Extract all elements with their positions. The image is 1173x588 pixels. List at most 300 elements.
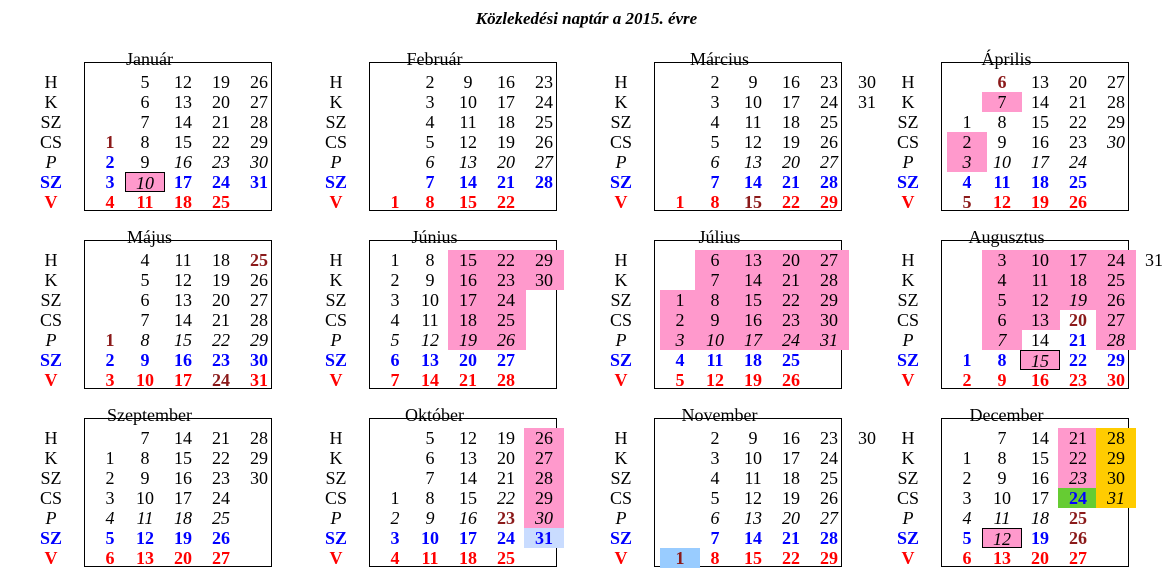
day-label: P	[45, 508, 57, 528]
day-cell: 10	[136, 370, 154, 390]
day-cell: 10	[136, 488, 154, 508]
day-cell: 26	[212, 528, 230, 548]
day-cell: 18	[459, 548, 477, 568]
day-cell: 31	[250, 370, 268, 390]
day-cell: 16	[174, 152, 192, 172]
day-cell: 29	[1107, 112, 1125, 132]
month-name: Június	[411, 227, 458, 247]
day-label: K	[44, 448, 58, 468]
day-label: P	[45, 152, 57, 172]
month-name: Január	[126, 49, 173, 69]
day-cell: 14	[744, 528, 762, 548]
day-cell: 28	[250, 112, 268, 132]
day-cell: 4	[962, 172, 972, 192]
day-cell: 26	[1069, 528, 1087, 548]
day-cell: 25	[820, 468, 838, 488]
day-label: K	[329, 448, 343, 468]
day-cell: 4	[982, 270, 1022, 290]
day-cell: 15	[1031, 112, 1049, 132]
day-cell: 13	[459, 448, 477, 468]
day-cell: 31	[1096, 488, 1136, 508]
day-cell: 30	[1107, 370, 1125, 390]
day-cell: 25	[1069, 172, 1087, 192]
day-cell: 8	[425, 250, 435, 270]
day-cell: 8	[140, 330, 150, 350]
day-label: V	[901, 192, 915, 212]
day-cell: 27	[1069, 548, 1087, 568]
day-cell: 19	[1058, 290, 1098, 310]
day-cell: 28	[809, 270, 849, 290]
day-cell: 30	[524, 508, 564, 528]
day-cell: 9	[140, 350, 150, 370]
day-cell: 2	[390, 508, 400, 528]
day-cell: 14	[459, 172, 477, 192]
month-name: Március	[690, 49, 749, 69]
day-cell: 25	[1096, 270, 1136, 290]
day-cell: 1	[105, 330, 115, 350]
day-cell: 19	[497, 428, 515, 448]
month-panel	[312, 228, 557, 390]
day-cell: 30	[524, 270, 564, 290]
day-label: H	[44, 250, 58, 270]
day-label: SZ	[39, 350, 63, 370]
day-cell: 13	[459, 152, 477, 172]
day-label: SZ	[897, 468, 919, 488]
day-cell: 2	[105, 152, 115, 172]
day-cell: 1	[105, 448, 115, 468]
day-cell: 4	[675, 350, 685, 370]
day-cell: 8	[710, 548, 720, 568]
day-cell: 5	[710, 488, 720, 508]
month-name: Május	[127, 227, 172, 247]
day-cell: 27	[250, 290, 268, 310]
day-cell: 1	[660, 548, 700, 568]
page-title: Közlekedési naptár a 2015. évre	[475, 9, 698, 28]
day-cell: 3	[390, 290, 400, 310]
day-label: P	[45, 330, 57, 350]
month-panel	[312, 406, 557, 568]
day-cell: 6	[390, 350, 400, 370]
day-cell: 26	[1096, 290, 1136, 310]
day-cell: 15	[1031, 448, 1049, 468]
day-cell: 8	[425, 192, 435, 212]
day-cell: 31	[250, 172, 268, 192]
day-label: SZ	[40, 290, 62, 310]
day-cell: 3	[105, 488, 115, 508]
day-cell: 9	[997, 132, 1007, 152]
day-cell: 14	[1031, 428, 1049, 448]
day-cell: 9	[140, 468, 150, 488]
day-label: SZ	[609, 172, 633, 192]
day-cell: 1	[962, 112, 972, 132]
day-cell: 5	[140, 72, 150, 92]
day-cell: 30	[250, 468, 268, 488]
day-cell: 16	[1031, 468, 1049, 488]
day-cell: 13	[174, 92, 192, 112]
day-cell: 29	[524, 488, 564, 508]
day-cell: 19	[212, 270, 230, 290]
day-cell: 18	[497, 112, 515, 132]
day-cell: 27	[250, 92, 268, 112]
day-cell: 22	[771, 290, 811, 310]
day-label: CS	[39, 310, 63, 330]
day-label: K	[901, 92, 915, 112]
day-cell: 3	[982, 250, 1022, 270]
day-cell: 12	[136, 528, 154, 548]
day-cell: 2	[105, 350, 115, 370]
day-label: H	[44, 72, 58, 92]
day-cell: 18	[782, 112, 800, 132]
day-cell: 15	[1020, 350, 1060, 370]
day-label: P	[902, 330, 914, 350]
day-cell: 21	[782, 172, 800, 192]
day-cell: 5	[962, 192, 972, 212]
day-cell: 3	[390, 528, 400, 548]
day-label: H	[614, 250, 628, 270]
day-cell: 14	[1031, 92, 1049, 112]
month-panel	[884, 50, 1129, 212]
month-name: December	[969, 405, 1044, 425]
day-cell: 26	[782, 370, 800, 390]
day-cell: 21	[1069, 92, 1087, 112]
day-cell: 8	[997, 112, 1007, 132]
day-cell: 18	[744, 350, 762, 370]
day-cell: 25	[1069, 508, 1087, 528]
day-cell: 25	[497, 548, 515, 568]
day-cell: 3	[710, 448, 720, 468]
day-cell: 17	[733, 330, 773, 350]
month-name: Szeptember	[107, 405, 192, 425]
day-cell: 25	[782, 350, 800, 370]
day-cell: 6	[425, 448, 435, 468]
day-cell: 8	[695, 290, 735, 310]
day-cell: 20	[174, 548, 192, 568]
day-label: P	[615, 152, 627, 172]
day-label: H	[329, 428, 343, 448]
day-cell: 1	[675, 192, 685, 212]
day-cell: 11	[421, 548, 439, 568]
day-cell: 23	[1058, 468, 1098, 488]
day-label: SZ	[40, 468, 62, 488]
day-cell: 12	[744, 132, 762, 152]
day-cell: 23	[486, 270, 526, 290]
day-cell: 18	[174, 508, 192, 528]
day-label: SZ	[39, 528, 63, 548]
day-cell: 2	[962, 468, 972, 488]
day-cell: 29	[250, 132, 268, 152]
day-cell: 7	[695, 270, 735, 290]
day-label: H	[901, 250, 915, 270]
day-cell: 22	[782, 548, 800, 568]
day-cell: 8	[140, 132, 150, 152]
day-cell: 21	[497, 468, 515, 488]
day-cell: 7	[982, 330, 1022, 350]
day-cell: 15	[744, 192, 762, 212]
day-label: CS	[324, 488, 348, 508]
day-cell: 23	[212, 468, 230, 488]
day-cell: 16	[782, 428, 800, 448]
day-cell: 15	[174, 132, 192, 152]
day-cell: 2	[962, 370, 972, 390]
day-label: V	[329, 548, 343, 568]
day-label: V	[329, 192, 343, 212]
day-cell: 17	[1031, 488, 1049, 508]
day-cell: 6	[710, 508, 720, 528]
day-cell: 24	[486, 290, 526, 310]
day-cell: 15	[448, 250, 488, 270]
day-cell: 30	[858, 72, 876, 92]
day-label: SZ	[40, 112, 62, 132]
day-cell: 31	[524, 528, 564, 548]
day-cell: 10	[1020, 250, 1060, 270]
day-cell: 13	[744, 152, 762, 172]
day-label: V	[44, 548, 58, 568]
day-cell: 22	[212, 330, 230, 350]
day-label: SZ	[324, 350, 348, 370]
day-cell: 7	[140, 428, 150, 448]
day-cell: 12	[459, 428, 477, 448]
day-cell: 12	[421, 330, 439, 350]
day-cell: 19	[744, 370, 762, 390]
day-cell: 30	[250, 350, 268, 370]
day-cell: 2	[105, 468, 115, 488]
day-label: K	[329, 92, 343, 112]
day-cell: 20	[782, 152, 800, 172]
day-cell: 31	[809, 330, 849, 350]
day-cell: 4	[105, 508, 115, 528]
day-cell: 1	[962, 448, 972, 468]
day-cell: 5	[675, 370, 685, 390]
day-cell: 17	[174, 172, 192, 192]
day-label: K	[44, 92, 58, 112]
day-cell: 30	[858, 428, 876, 448]
month-name: Augusztus	[968, 227, 1045, 247]
day-cell: 5	[425, 428, 435, 448]
day-cell: 1	[390, 250, 400, 270]
day-cell: 5	[710, 132, 720, 152]
day-cell: 23	[1069, 132, 1087, 152]
day-cell: 21	[771, 270, 811, 290]
day-cell: 8	[710, 192, 720, 212]
month-name: November	[681, 405, 758, 425]
day-cell: 22	[212, 132, 230, 152]
day-cell: 30	[1096, 468, 1136, 488]
day-cell: 4	[962, 508, 972, 528]
day-label: SZ	[896, 528, 920, 548]
day-cell: 11	[1020, 270, 1060, 290]
day-cell: 10	[421, 528, 439, 548]
day-cell: 18	[174, 192, 192, 212]
day-cell: 14	[744, 172, 762, 192]
day-cell: 4	[105, 192, 115, 212]
day-cell: 9	[997, 468, 1007, 488]
day-cell: 23	[820, 72, 838, 92]
day-cell: 6	[695, 250, 735, 270]
day-label: SZ	[325, 112, 347, 132]
day-cell: 14	[733, 270, 773, 290]
day-label: SZ	[325, 290, 347, 310]
day-cell: 14	[421, 370, 439, 390]
day-cell: 21	[212, 310, 230, 330]
day-cell: 17	[1058, 250, 1098, 270]
day-cell: 27	[809, 250, 849, 270]
day-label: CS	[896, 310, 920, 330]
day-cell: 28	[1107, 92, 1125, 112]
day-cell: 30	[1107, 132, 1125, 152]
day-cell: 25	[486, 310, 526, 330]
day-cell: 14	[174, 428, 192, 448]
day-cell: 11	[459, 112, 477, 132]
day-label: H	[901, 72, 915, 92]
day-label: SZ	[897, 290, 919, 310]
day-cell: 20	[212, 92, 230, 112]
day-cell: 20	[459, 350, 477, 370]
day-cell: 8	[997, 448, 1007, 468]
month-panel	[884, 406, 1129, 568]
day-cell: 18	[1031, 508, 1049, 528]
day-cell: 22	[212, 448, 230, 468]
day-cell: 7	[710, 172, 720, 192]
day-cell: 11	[706, 350, 724, 370]
day-cell: 19	[212, 72, 230, 92]
day-cell: 14	[459, 468, 477, 488]
day-label: V	[44, 370, 58, 390]
day-cell: 27	[1107, 72, 1125, 92]
day-cell: 17	[459, 528, 477, 548]
day-cell: 10	[744, 92, 762, 112]
day-cell: 16	[782, 72, 800, 92]
day-cell: 14	[174, 112, 192, 132]
day-cell: 27	[535, 152, 553, 172]
day-label: SZ	[610, 468, 632, 488]
day-cell: 28	[1096, 330, 1136, 350]
day-label: CS	[324, 310, 348, 330]
day-cell: 3	[947, 152, 987, 172]
day-label: V	[901, 548, 915, 568]
day-cell: 24	[212, 370, 230, 390]
day-label: K	[44, 270, 58, 290]
day-cell: 26	[1069, 192, 1087, 212]
day-label: SZ	[39, 172, 63, 192]
day-cell: 10	[421, 290, 439, 310]
day-cell: 6	[140, 290, 150, 310]
day-label: CS	[324, 132, 348, 152]
day-cell: 16	[1031, 370, 1049, 390]
day-cell: 30	[809, 310, 849, 330]
day-cell: 26	[535, 132, 553, 152]
day-cell: 12	[174, 270, 192, 290]
day-cell: 28	[1096, 428, 1136, 448]
day-cell: 28	[820, 172, 838, 192]
day-cell: 1	[390, 488, 400, 508]
day-cell: 26	[486, 330, 526, 350]
day-cell: 11	[993, 508, 1011, 528]
day-label: SZ	[324, 172, 348, 192]
day-cell: 7	[982, 92, 1022, 112]
day-cell: 14	[1031, 330, 1049, 350]
day-cell: 5	[982, 290, 1022, 310]
day-cell: 25	[212, 192, 230, 212]
day-cell: 8	[997, 350, 1007, 370]
day-cell: 27	[212, 548, 230, 568]
day-cell: 12	[706, 370, 724, 390]
day-label: K	[901, 448, 915, 468]
day-cell: 6	[140, 92, 150, 112]
day-cell: 20	[1031, 548, 1049, 568]
day-cell: 11	[744, 112, 762, 132]
day-cell: 26	[524, 428, 564, 448]
day-cell: 4	[425, 112, 435, 132]
day-cell: 20	[497, 448, 515, 468]
day-cell: 17	[782, 92, 800, 112]
day-cell: 10	[695, 330, 735, 350]
day-cell: 23	[820, 428, 838, 448]
day-cell: 31	[858, 92, 876, 112]
day-label: CS	[896, 488, 920, 508]
day-cell: 26	[820, 132, 838, 152]
day-cell: 19	[782, 488, 800, 508]
day-cell: 24	[212, 172, 230, 192]
day-cell: 26	[820, 488, 838, 508]
day-cell: 7	[710, 528, 720, 548]
day-cell: 12	[174, 72, 192, 92]
month-panel	[27, 50, 272, 212]
day-label: CS	[609, 488, 633, 508]
day-cell: 25	[535, 112, 553, 132]
day-cell: 1	[962, 350, 972, 370]
day-cell: 15	[459, 192, 477, 212]
month-panel	[884, 227, 1163, 390]
day-cell: 6	[425, 152, 435, 172]
day-cell: 22	[486, 250, 526, 270]
day-label: K	[329, 270, 343, 290]
day-cell: 11	[174, 250, 192, 270]
day-cell: 7	[997, 428, 1007, 448]
day-cell: 3	[105, 172, 115, 192]
day-cell: 10	[125, 172, 165, 192]
day-cell: 22	[1069, 112, 1087, 132]
day-cell: 10	[993, 488, 1011, 508]
day-cell: 28	[535, 172, 553, 192]
day-cell: 21	[1058, 428, 1098, 448]
day-cell: 2	[425, 72, 435, 92]
day-label: H	[44, 428, 58, 448]
day-cell: 18	[1031, 172, 1049, 192]
day-cell: 1	[390, 192, 400, 212]
day-cell: 13	[744, 508, 762, 528]
day-cell: 17	[1031, 152, 1049, 172]
day-cell: 10	[744, 448, 762, 468]
day-label: P	[902, 508, 914, 528]
day-cell: 24	[1096, 250, 1136, 270]
day-cell: 1	[105, 132, 115, 152]
day-cell: 22	[497, 192, 515, 212]
day-cell: 5	[140, 270, 150, 290]
day-cell: 29	[250, 448, 268, 468]
day-cell: 17	[448, 290, 488, 310]
day-cell: 28	[497, 370, 515, 390]
day-cell: 29	[820, 192, 838, 212]
month-panel	[312, 50, 557, 212]
day-cell: 16	[174, 350, 192, 370]
day-cell: 24	[535, 92, 553, 112]
day-cell: 23	[497, 508, 515, 528]
day-cell: 3	[425, 92, 435, 112]
day-cell: 3	[962, 488, 972, 508]
day-label: H	[329, 250, 343, 270]
day-cell: 21	[459, 370, 477, 390]
day-cell: 7	[390, 370, 400, 390]
